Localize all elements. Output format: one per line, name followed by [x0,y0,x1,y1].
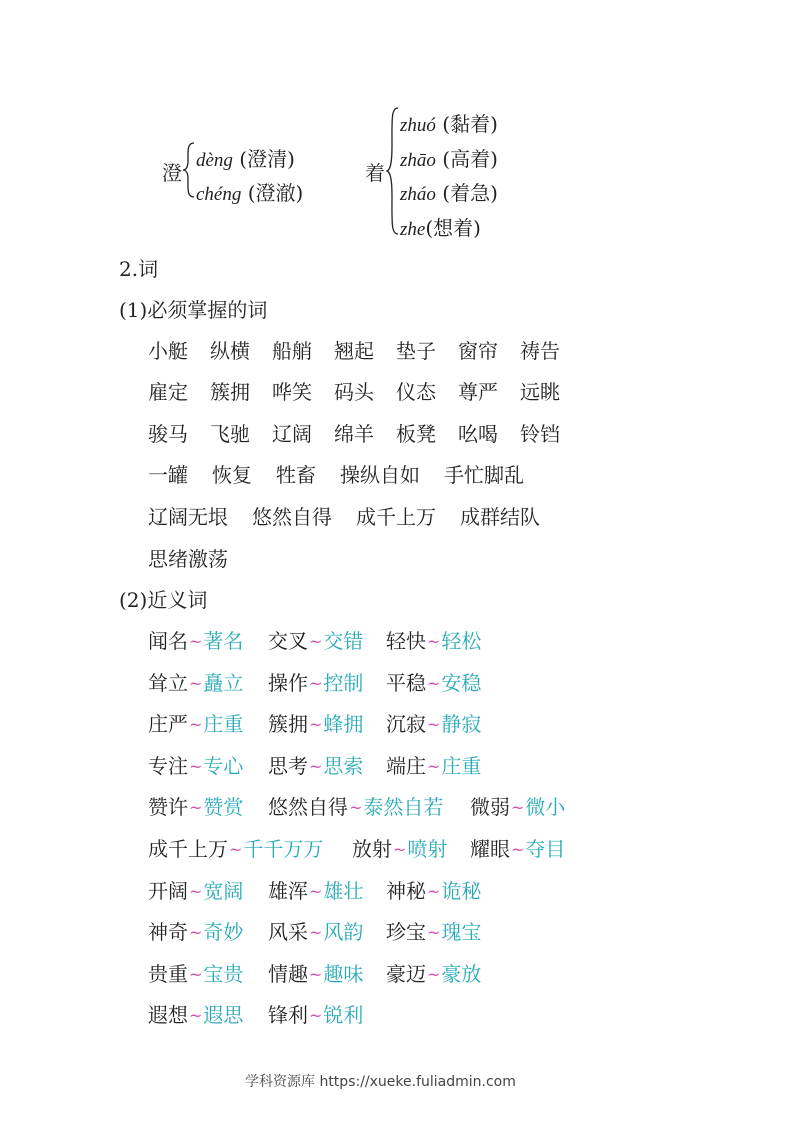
vocab-word: 成群结队 [460,505,540,529]
synonym-word: 静寂 [441,712,482,736]
synonym-word: 泰然自若 [363,795,444,819]
synonym-word: 庄重 [203,712,244,736]
synonym-word: 豪放 [441,962,482,986]
example-word: (黏着) [435,112,498,136]
synonym-pair [470,791,565,820]
example-word: (想着) [425,216,481,240]
synonym-pair [268,750,363,779]
vocab-word: 祷告 [520,339,560,363]
pinyin-text: zháo [400,184,436,205]
footer-source: 学科资源库 https://xueke.fuliadmin.com [245,1074,516,1090]
vocab-word: 板凳 [396,422,436,446]
vocab-word: 骏马 [148,422,188,446]
base-word: 成千上万 [148,837,228,861]
tilde-separator: ~ [309,923,323,942]
vocab-word: 吆喝 [458,422,498,446]
base-word: 贵重 [148,962,188,986]
synonym-pair [148,667,243,696]
tilde-separator: ~ [189,632,203,651]
synonym-pair [268,916,363,945]
synonym-word: 雄壮 [323,879,364,903]
synonym-pair [268,667,363,696]
synonym-pair [268,708,363,737]
tilde-separator: ~ [427,632,441,651]
base-word: 珍宝 [386,920,426,944]
base-word: 交叉 [268,629,308,653]
deng-reading-1 [196,143,295,172]
tilde-separator: ~ [393,840,407,859]
zhe-character: 着 [365,161,385,185]
synonym-word: 遐思 [203,1003,244,1027]
synonym-pair [386,958,481,987]
base-word: 沉寂 [386,712,426,736]
synonym-pair [148,791,243,820]
tilde-separator: ~ [427,674,441,693]
tilde-separator: ~ [229,840,243,859]
example-word: (高着) [435,147,498,171]
vocab-word: 操纵自如 [340,463,420,487]
vocab-word: 纵横 [210,339,250,363]
base-word: 平稳 [386,671,426,695]
base-word: 耸立 [148,671,188,695]
tilde-separator: ~ [189,965,203,984]
tilde-separator: ~ [309,757,323,776]
synonym-pair [470,833,565,862]
tilde-separator: ~ [427,965,441,984]
synonym-pair [352,833,447,862]
tilde-separator: ~ [309,715,323,734]
tilde-separator: ~ [189,674,203,693]
synonym-word: 锐利 [323,1003,364,1027]
vocab-word: 一罐 [148,463,188,487]
vocab-word: 绵羊 [334,422,374,446]
deng-character: 澄 [162,161,182,185]
base-word: 悠然自得 [268,795,348,819]
example-word: (澄澈) [241,181,304,205]
base-word: 簇拥 [268,712,308,736]
tilde-separator: ~ [309,882,323,901]
vocab-word: 手忙脚乱 [444,463,524,487]
synonym-word: 宝贵 [203,962,244,986]
synonym-pair [386,667,481,696]
synonym-word: 千千万万 [243,837,324,861]
tilde-separator: ~ [189,715,203,734]
base-word: 思考 [268,754,308,778]
synonym-word: 矗立 [203,671,244,695]
synonym-word: 蜂拥 [323,712,364,736]
pinyin-text: zhāo [400,150,436,171]
word-row [148,418,582,447]
synonym-word: 控制 [323,671,364,695]
vocab-word: 窗帘 [458,339,498,363]
pinyin-text: dèng [196,150,233,171]
base-word: 遐想 [148,1003,188,1027]
synonym-pair [386,916,481,945]
synonym-word: 专心 [203,754,244,778]
pinyin-text: zhuó [400,115,436,136]
word-row [148,459,548,488]
synonym-pair [148,708,243,737]
base-word: 专注 [148,754,188,778]
zhe-reading-4 [400,212,481,241]
synonym-pair [386,750,481,779]
tilde-separator: ~ [189,757,203,776]
tilde-separator: ~ [309,1006,323,1025]
synonym-word: 宽阔 [203,879,244,903]
base-word: 雄浑 [268,879,308,903]
vocab-word: 尊严 [458,380,498,404]
synonym-word: 微小 [525,795,566,819]
example-word: (澄清) [232,147,295,171]
word-row [148,376,582,405]
synonym-word: 轻松 [441,629,482,653]
synonym-pair [268,875,363,904]
base-word: 风采 [268,920,308,944]
synonym-pair [148,833,323,862]
word-row [148,501,564,530]
vocab-word: 雇定 [148,380,188,404]
synonym-pair [386,625,481,654]
section-heading-words: 2.词 [119,257,159,281]
vocab-word: 哗笑 [272,380,312,404]
zhe-reading-3 [400,177,498,206]
vocab-word: 飞驰 [210,422,250,446]
tilde-separator: ~ [427,757,441,776]
tilde-separator: ~ [189,882,203,901]
tilde-separator: ~ [189,798,203,817]
base-word: 操作 [268,671,308,695]
base-word: 端庄 [386,754,426,778]
synonym-word: 赞赏 [203,795,244,819]
synonym-word: 风韵 [323,920,364,944]
vocab-word: 翘起 [334,339,374,363]
tilde-separator: ~ [309,632,323,651]
base-word: 微弱 [470,795,510,819]
base-word: 赞许 [148,795,188,819]
tilde-separator: ~ [511,798,525,817]
synonym-pair [386,875,481,904]
vocab-word: 恢复 [212,463,252,487]
synonym-pair [148,625,243,654]
vocab-word: 小艇 [148,339,188,363]
vocab-word: 辽阔 [272,422,312,446]
synonym-pair [148,875,243,904]
base-word: 放射 [352,837,392,861]
base-word: 耀眼 [470,837,510,861]
synonym-pair [268,999,363,1028]
pinyin-text: zhe [400,219,426,240]
base-word: 轻快 [386,629,426,653]
vocab-word: 牲畜 [276,463,316,487]
synonym-word: 夺目 [525,837,566,861]
vocab-word: 成千上万 [356,505,436,529]
left-brace-icon [182,141,196,199]
synonym-word: 交错 [323,629,364,653]
synonym-pair [268,958,363,987]
synonym-word: 思索 [323,754,364,778]
base-word: 豪迈 [386,962,426,986]
tilde-separator: ~ [427,715,441,734]
zhe-reading-2 [400,143,498,172]
synonym-word: 瑰宝 [441,920,482,944]
base-word: 情趣 [268,962,308,986]
synonym-pair [268,625,363,654]
base-word: 神秘 [386,879,426,903]
synonym-word: 趣味 [323,962,364,986]
base-word: 锋利 [268,1003,308,1027]
base-word: 神奇 [148,920,188,944]
synonym-word: 安稳 [441,671,482,695]
synonym-pair [148,750,243,779]
vocab-word: 铃铛 [520,422,560,446]
word-row [148,543,252,572]
vocab-word: 悠然自得 [252,505,332,529]
synonym-pair [386,708,481,737]
example-word: (着急) [435,181,498,205]
base-word: 开阔 [148,879,188,903]
vocab-word: 辽阔无垠 [148,505,228,529]
tilde-separator: ~ [511,840,525,859]
vocab-word: 码头 [334,380,374,404]
tilde-separator: ~ [189,923,203,942]
tilde-separator: ~ [309,674,323,693]
synonym-word: 诡秘 [441,879,482,903]
synonym-word: 喷射 [407,837,448,861]
tilde-separator: ~ [427,882,441,901]
synonym-pair [148,999,243,1028]
vocab-word: 仪态 [396,380,436,404]
vocab-word: 思绪激荡 [148,547,228,571]
deng-reading-2 [196,177,303,206]
base-word: 庄严 [148,712,188,736]
zhe-reading-1 [400,108,498,137]
synonym-word: 奇妙 [203,920,244,944]
synonym-word: 著名 [203,629,244,653]
synonym-word: 庄重 [441,754,482,778]
tilde-separator: ~ [349,798,363,817]
tilde-separator: ~ [189,1006,203,1025]
synonym-pair [268,791,443,820]
must-master-heading: (1)必须掌握的词 [119,298,268,322]
left-brace-icon [386,106,400,236]
word-row [148,335,582,364]
vocab-word: 垫子 [396,339,436,363]
tilde-separator: ~ [309,965,323,984]
base-word: 闻名 [148,629,188,653]
vocab-word: 簇拥 [210,380,250,404]
tilde-separator: ~ [427,923,441,942]
synonym-pair [148,916,243,945]
pinyin-text: chéng [196,184,242,205]
synonyms-heading: (2)近义词 [119,588,208,612]
synonym-pair [148,958,243,987]
vocab-word: 船艄 [272,339,312,363]
vocab-word: 远眺 [520,380,560,404]
